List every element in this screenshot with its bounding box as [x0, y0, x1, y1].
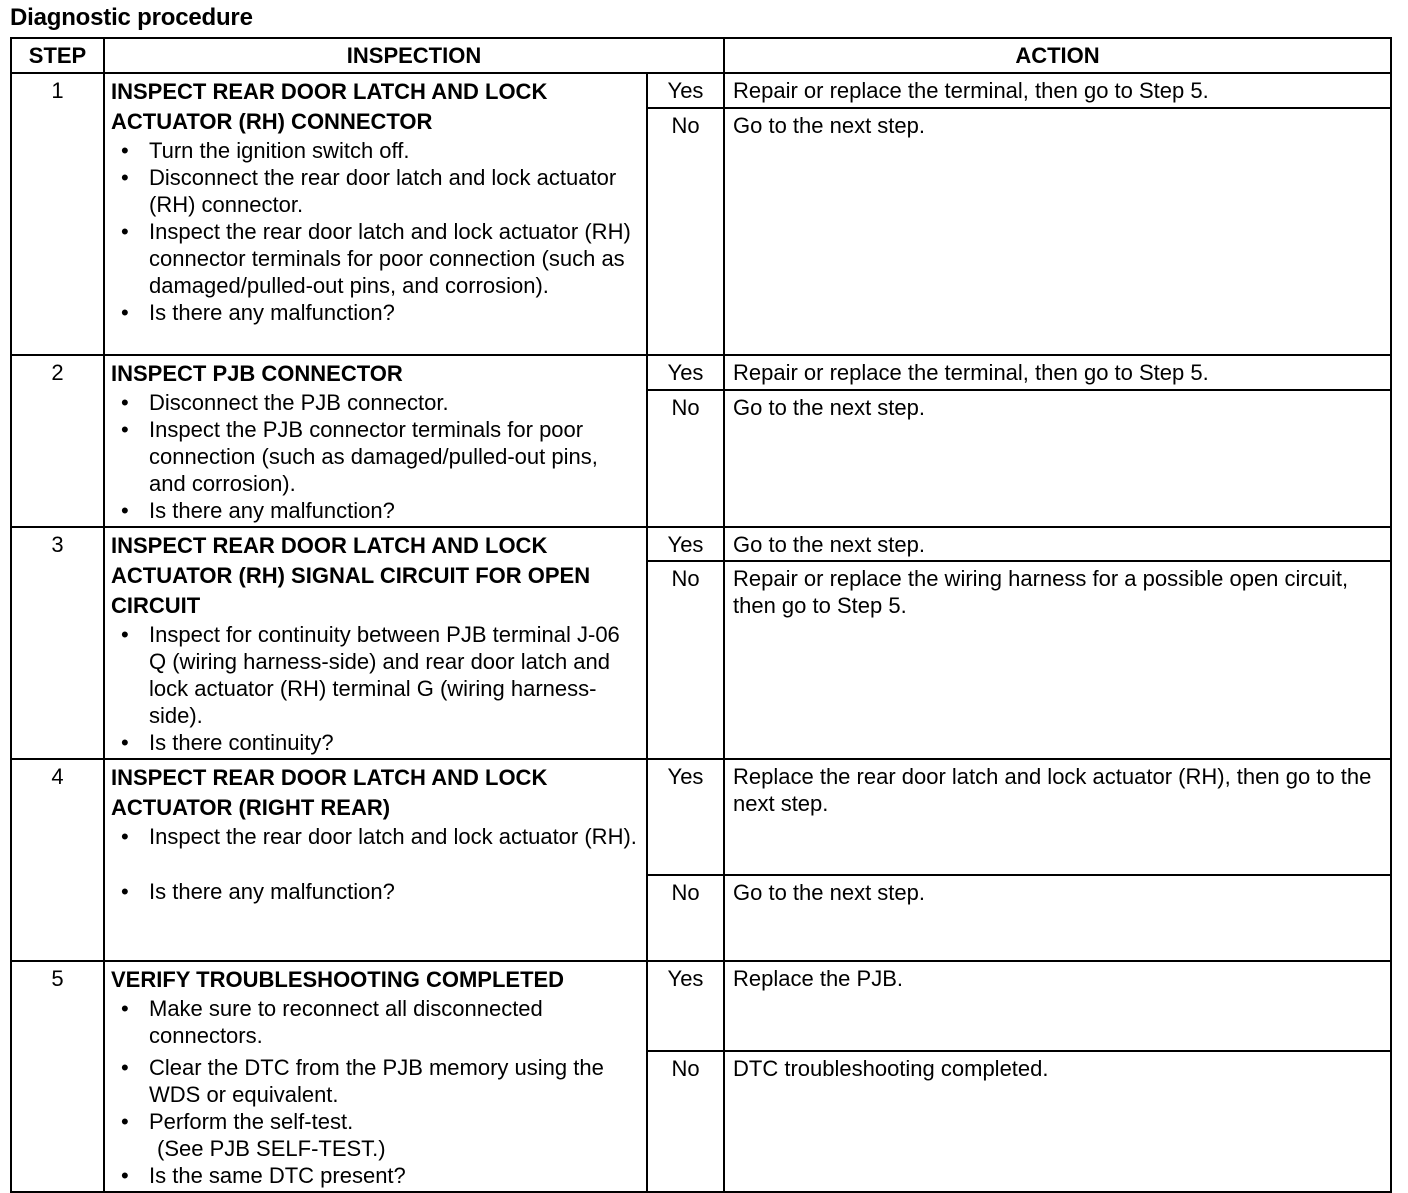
bullet-item: • Make sure to reconnect all disconnected connectors. [111, 995, 640, 1049]
bullet-list [111, 389, 640, 524]
table-row [11, 527, 1391, 561]
inspection-heading: VERIFY TROUBLESHOOTING COMPLETED [111, 967, 565, 992]
bullet-item: • Is there continuity? [111, 729, 640, 756]
diagnostic-table [10, 37, 1392, 1193]
no-action: DTC troubleshooting completed. [724, 1051, 1391, 1192]
bullet-item: • Is there any malfunction? [111, 878, 640, 905]
no-label: No [647, 390, 724, 527]
yes-label: Yes [647, 961, 724, 1051]
bullet-item: • Clear the DTC from the PJB memory using the WDS or equivalent. [111, 1054, 640, 1108]
no-label: No [647, 875, 724, 961]
yes-action: Go to the next step. [724, 527, 1391, 561]
bullet-item: • Inspect the rear door latch and lock actuator (RH). [111, 823, 640, 850]
bullet-item: • Disconnect the rear door latch and lock actuator (RH) connector. [111, 164, 640, 218]
inspection-cell-continued [104, 1051, 647, 1192]
no-action: Go to the next step. [724, 875, 1391, 961]
bullet-list [111, 878, 640, 905]
bullet-list [111, 995, 640, 1049]
self-test-reference: (See PJB SELF-TEST.) [157, 1136, 386, 1161]
page-title: Diagnostic procedure [10, 4, 253, 31]
step-number: 3 [11, 527, 104, 759]
yes-action: Repair or replace the terminal, then go to Step 5. [724, 355, 1391, 390]
header-row [11, 38, 1391, 73]
bullet-list [111, 1054, 640, 1189]
table-row [11, 355, 1391, 390]
bullet-list [111, 137, 640, 326]
step-header: STEP [11, 38, 104, 73]
bullet-list [111, 621, 640, 756]
step-number: 2 [11, 355, 104, 527]
inspection-heading: INSPECT REAR DOOR LATCH AND LOCK ACTUATOR (RH) CONNECTOR [111, 79, 548, 134]
no-label: No [647, 1051, 724, 1192]
yes-label: Yes [647, 759, 724, 875]
bullet-item: • Is the same DTC present? [111, 1162, 640, 1189]
inspection-cell [104, 759, 647, 875]
table-row [11, 1051, 1391, 1192]
step-number: 1 [11, 73, 104, 355]
inspection-cell [104, 961, 647, 1051]
inspection-heading: INSPECT PJB CONNECTOR [111, 361, 403, 386]
bullet-item: • Is there any malfunction? [111, 299, 640, 326]
inspection-cell [104, 527, 647, 759]
no-action: Repair or replace the wiring harness for a possible open circuit, then go to Step 5. [724, 561, 1391, 759]
no-action: Go to the next step. [724, 390, 1391, 527]
yes-action: Replace the PJB. [724, 961, 1391, 1051]
inspection-heading: INSPECT REAR DOOR LATCH AND LOCK ACTUATOR (RIGHT REAR) [111, 765, 548, 820]
bullet-text: Perform the self-test. [149, 1109, 354, 1134]
bullet-item [111, 1108, 640, 1162]
yes-label: Yes [647, 355, 724, 390]
yes-action: Replace the rear door latch and lock actuator (RH), then go to the next step. [724, 759, 1391, 875]
bullet-list [111, 823, 640, 850]
inspection-heading: INSPECT REAR DOOR LATCH AND LOCK ACTUATOR (RH) SIGNAL CIRCUIT FOR OPEN CIRCUIT [111, 533, 591, 618]
bullet-item: • Is there any malfunction? [111, 497, 640, 524]
table-row [11, 73, 1391, 108]
action-header: ACTION [724, 38, 1391, 73]
bullet-item: • Turn the ignition switch off. [111, 137, 640, 164]
no-label: No [647, 561, 724, 759]
bullet-item: • Inspect for continuity between PJB terminal J-06 Q (wiring harness-side) and rear door latch and lock actuator (RH) terminal G (wiring harness-side). [111, 621, 640, 729]
yes-action: Repair or replace the terminal, then go to Step 5. [724, 73, 1391, 108]
inspection-cell-continued [104, 875, 647, 961]
bullet-item: • Inspect the rear door latch and lock actuator (RH) connector terminals for poor connection (such as damaged/pulled-out pins, and corrosion). [111, 218, 640, 299]
table-row [11, 759, 1391, 875]
yes-label: Yes [647, 73, 724, 108]
inspection-cell [104, 355, 647, 527]
step-number: 4 [11, 759, 104, 961]
inspection-header: INSPECTION [104, 38, 724, 73]
no-action: Go to the next step. [724, 108, 1391, 355]
bullet-item: • Inspect the PJB connector terminals for poor connection (such as damaged/pulled-out pins, and corrosion). [111, 416, 640, 497]
table-row [11, 961, 1391, 1051]
inspection-cell [104, 73, 647, 355]
table-row [11, 875, 1391, 961]
no-label: No [647, 108, 724, 355]
yes-label: Yes [647, 527, 724, 561]
bullet-item: • Disconnect the PJB connector. [111, 389, 640, 416]
step-number: 5 [11, 961, 104, 1192]
